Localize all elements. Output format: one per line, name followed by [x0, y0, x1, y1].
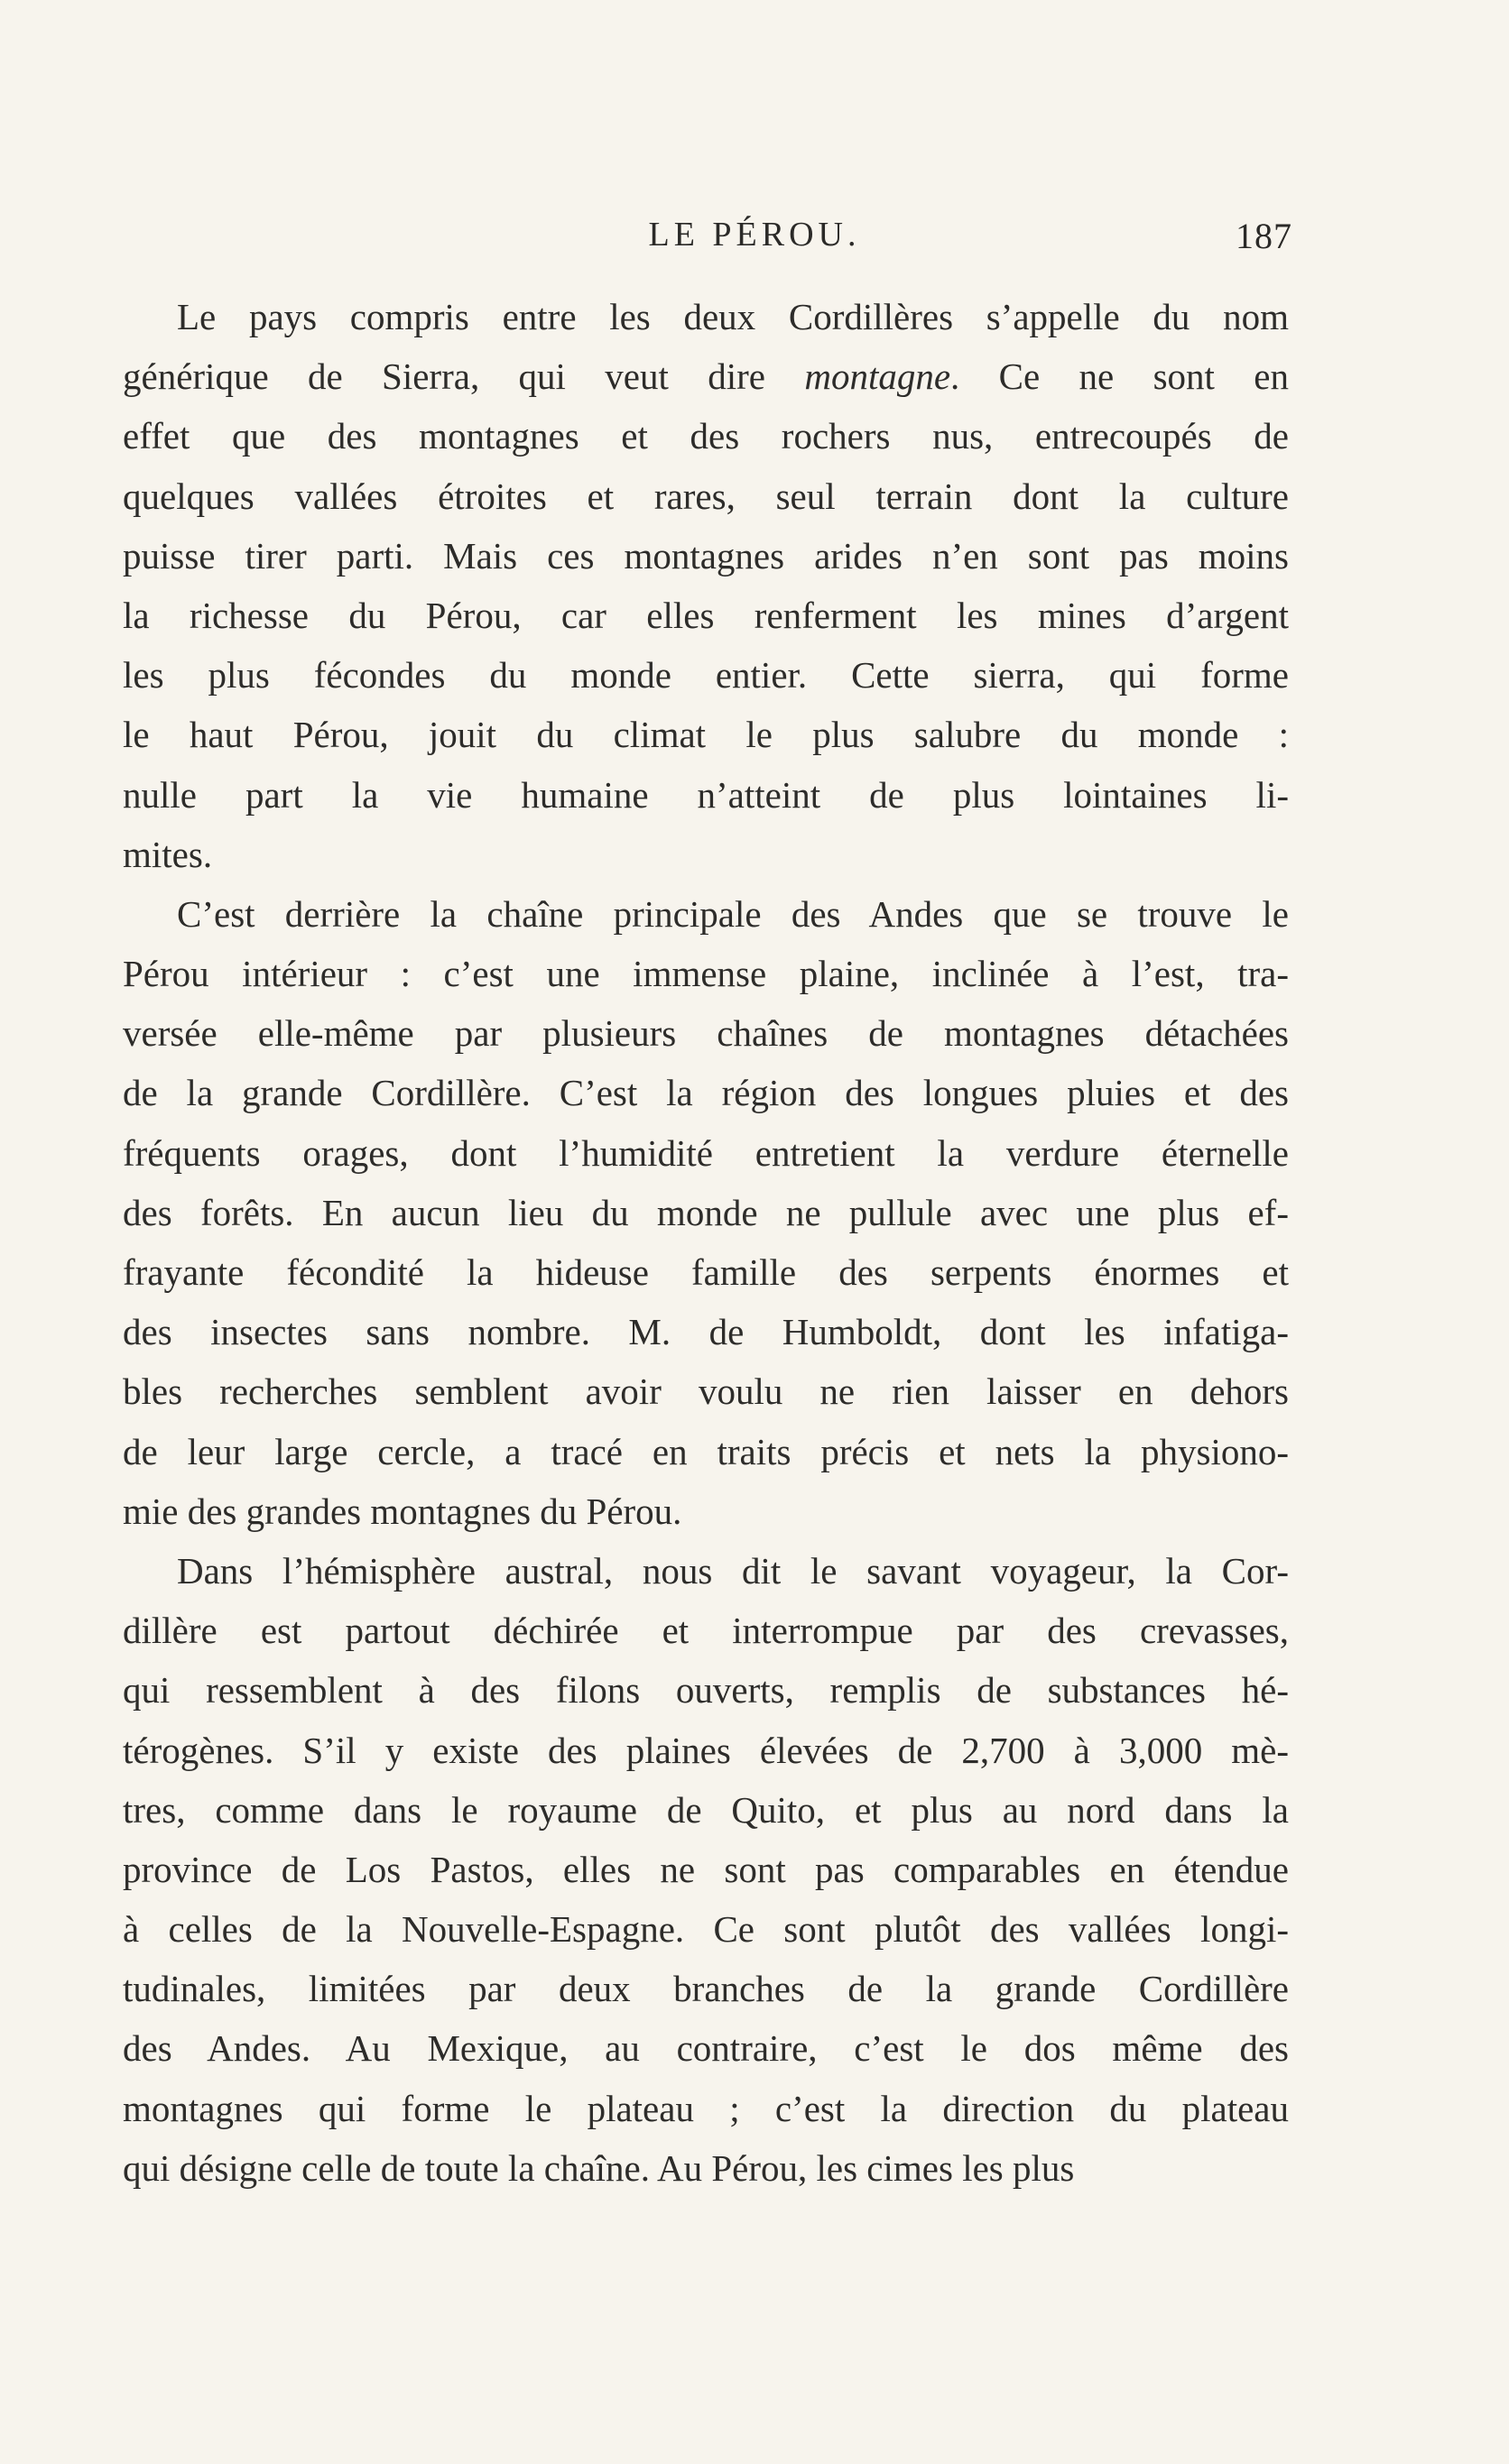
text-line: le haut Pérou, jouit du climat le plus salubre du monde : [123, 714, 1289, 756]
text-line: quelques vallées étroites et rares, seul terrain dont la culture [123, 475, 1289, 517]
body-text [123, 287, 1289, 2198]
text-line: effet que des montagnes et des rochers nus, entrecoupés de [123, 415, 1289, 457]
text-line: Le pays compris entre les deux Cordillères s’appelle du nom [177, 296, 1289, 337]
text-line: Pérou intérieur : c’est une immense plaine, inclinée à l’est, tra- [123, 953, 1289, 995]
text-line: province de Los Pastos, elles ne sont pas comparables en étendue [123, 1848, 1289, 1890]
paragraph [123, 1541, 1289, 2198]
text-line: dillère est partout déchirée et interrompue par des crevasses, [123, 1610, 1289, 1652]
running-head: LE PÉROU. [648, 216, 861, 254]
text-line: mie des grandes montagnes du Pérou. [123, 1490, 682, 1532]
text-line: de la grande Cordillère. C’est la région des longues pluies et des [123, 1072, 1289, 1114]
text-line: puisse tirer parti. Mais ces montagnes arides n’en sont pas moins [123, 534, 1289, 577]
text-line: qui désigne celle de toute la chaîne. Au Pérou, les cimes les plus [123, 2146, 1075, 2189]
text-line: les plus fécondes du monde entier. Cette sierra, qui forme [123, 654, 1289, 697]
text-line: à celles de la Nouvelle-Espagne. Ce sont plutôt des vallées longi- [123, 1908, 1289, 1951]
page-number: 187 [1236, 216, 1292, 256]
text-line: qui ressemblent à des filons ouverts, remplis de substances hé- [123, 1669, 1289, 1712]
text-line: térogènes. S’il y existe des plaines élevées de 2,700 à 3,000 mè- [123, 1729, 1289, 1771]
text-line: la richesse du Pérou, car elles renferment les mines d’argent [123, 594, 1289, 636]
text-line: Dans l’hémisphère austral, nous dit le savant voyageur, la Cor- [177, 1549, 1289, 1592]
italic-word: montagne [804, 355, 951, 398]
text-line: des forêts. En aucun lieu du monde ne pullule avec une plus ef- [123, 1191, 1289, 1233]
text-line: C’est derrière la chaîne principale des Andes que se trouve le [177, 892, 1289, 935]
text-line: fréquents orages, dont l’humidité entretient la verdure éternelle [123, 1131, 1289, 1174]
text-line: des insectes sans nombre. M. de Humboldt, dont les infatiga- [123, 1311, 1289, 1353]
text-line: bles recherches semblent avoir voulu ne rien laisser en dehors [123, 1370, 1289, 1413]
text-line: montagnes qui forme le plateau ; c’est la direction du plateau [123, 2087, 1289, 2129]
text-line: tres, comme dans le royaume de Quito, et plus au nord dans la [123, 1788, 1289, 1831]
text-line: versée elle-même par plusieurs chaînes de montagnes détachées [123, 1012, 1289, 1055]
paragraph [123, 884, 1289, 1541]
paragraph [123, 287, 1289, 884]
text-line: générique de Sierra, qui veut dire montagne. Ce ne sont en [123, 355, 1290, 398]
text-line: nulle part la vie humaine n’atteint de plus lointaines li- [123, 773, 1289, 816]
page-header [0, 215, 1509, 269]
text-line: de leur large cercle, a tracé en traits précis et nets la physiono- [123, 1430, 1289, 1472]
text-line: des Andes. Au Mexique, au contraire, c’est le dos même des [123, 2027, 1289, 2070]
text-line: tudinales, limitées par deux branches de la grande Cordillère [123, 1968, 1289, 2010]
text-line: frayante fécondité la hideuse famille des serpents énormes et [123, 1251, 1289, 1293]
text-line: mites. [123, 833, 213, 875]
